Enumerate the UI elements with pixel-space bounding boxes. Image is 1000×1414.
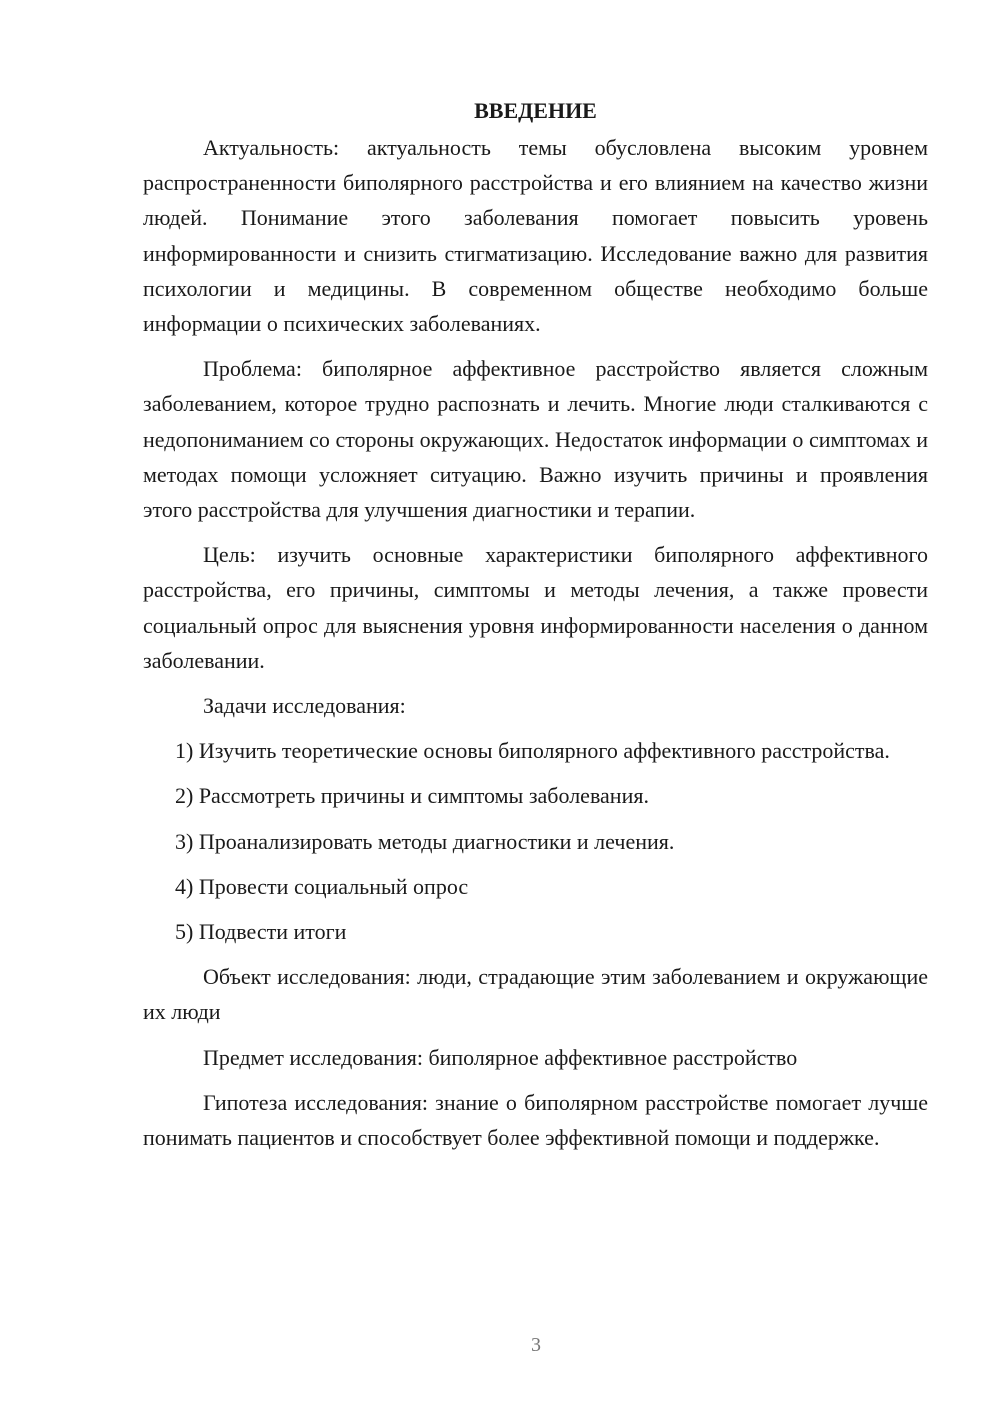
object-paragraph: Объект исследования: люди, страдающие этим заболеванием и окружающие их люди bbox=[143, 964, 928, 1025]
task-item-4: 4) Провести социальный опрос bbox=[175, 873, 469, 899]
page-title: ВВЕДЕНИЕ bbox=[474, 98, 597, 123]
task-item-3: 3) Проанализировать методы диагностики и лечения. bbox=[175, 828, 675, 854]
subject-paragraph: Предмет исследования: биполярное аффективное расстройство bbox=[203, 1044, 798, 1070]
task-item-2: 2) Рассмотреть причины и симптомы заболевания. bbox=[175, 783, 649, 809]
problem-paragraph: Проблема: биполярное аффективное расстройство является сложным заболеванием, которое трудно распознать и лечить. Многие люди сталкиваются с недопониманием со стороны окружающих. Недостаток информации о симптомах и методах помощи усложняет ситуацию. Важно изучить причины и проявления этого расстройства для улучшения диагностики и терапии. bbox=[143, 356, 928, 523]
document-page bbox=[143, 93, 928, 1165]
goal-paragraph: Цель: изучить основные характеристики биполярного аффективного расстройства, его причины, симптомы и методы лечения, а также провести социальный опрос для выяснения уровня информированности населения о данном заболевании. bbox=[143, 542, 928, 673]
page-number: 3 bbox=[531, 1334, 541, 1356]
relevance-paragraph: Актуальность: актуальность темы обусловлена высоким уровнем распространенности биполярного расстройства и его влиянием на качество жизни людей. Понимание этого заболевания помогает повысить уровень информированности и снизить стигматизацию. Исследование важно для развития психологии и медицины. В современном обществе необходимо больше информации о психических заболеваниях. bbox=[143, 135, 928, 337]
hypothesis-paragraph: Гипотеза исследования: знание о биполярном расстройстве помогает лучше понимать пациентов и способствует более эффективной помощи и поддержке. bbox=[143, 1089, 928, 1151]
task-item-1: 1) Изучить теоретические основы биполярного аффективного расстройства. bbox=[175, 738, 890, 764]
tasks-heading: Задачи исследования: bbox=[203, 693, 406, 719]
task-item-5: 5) Подвести итоги bbox=[175, 919, 347, 945]
